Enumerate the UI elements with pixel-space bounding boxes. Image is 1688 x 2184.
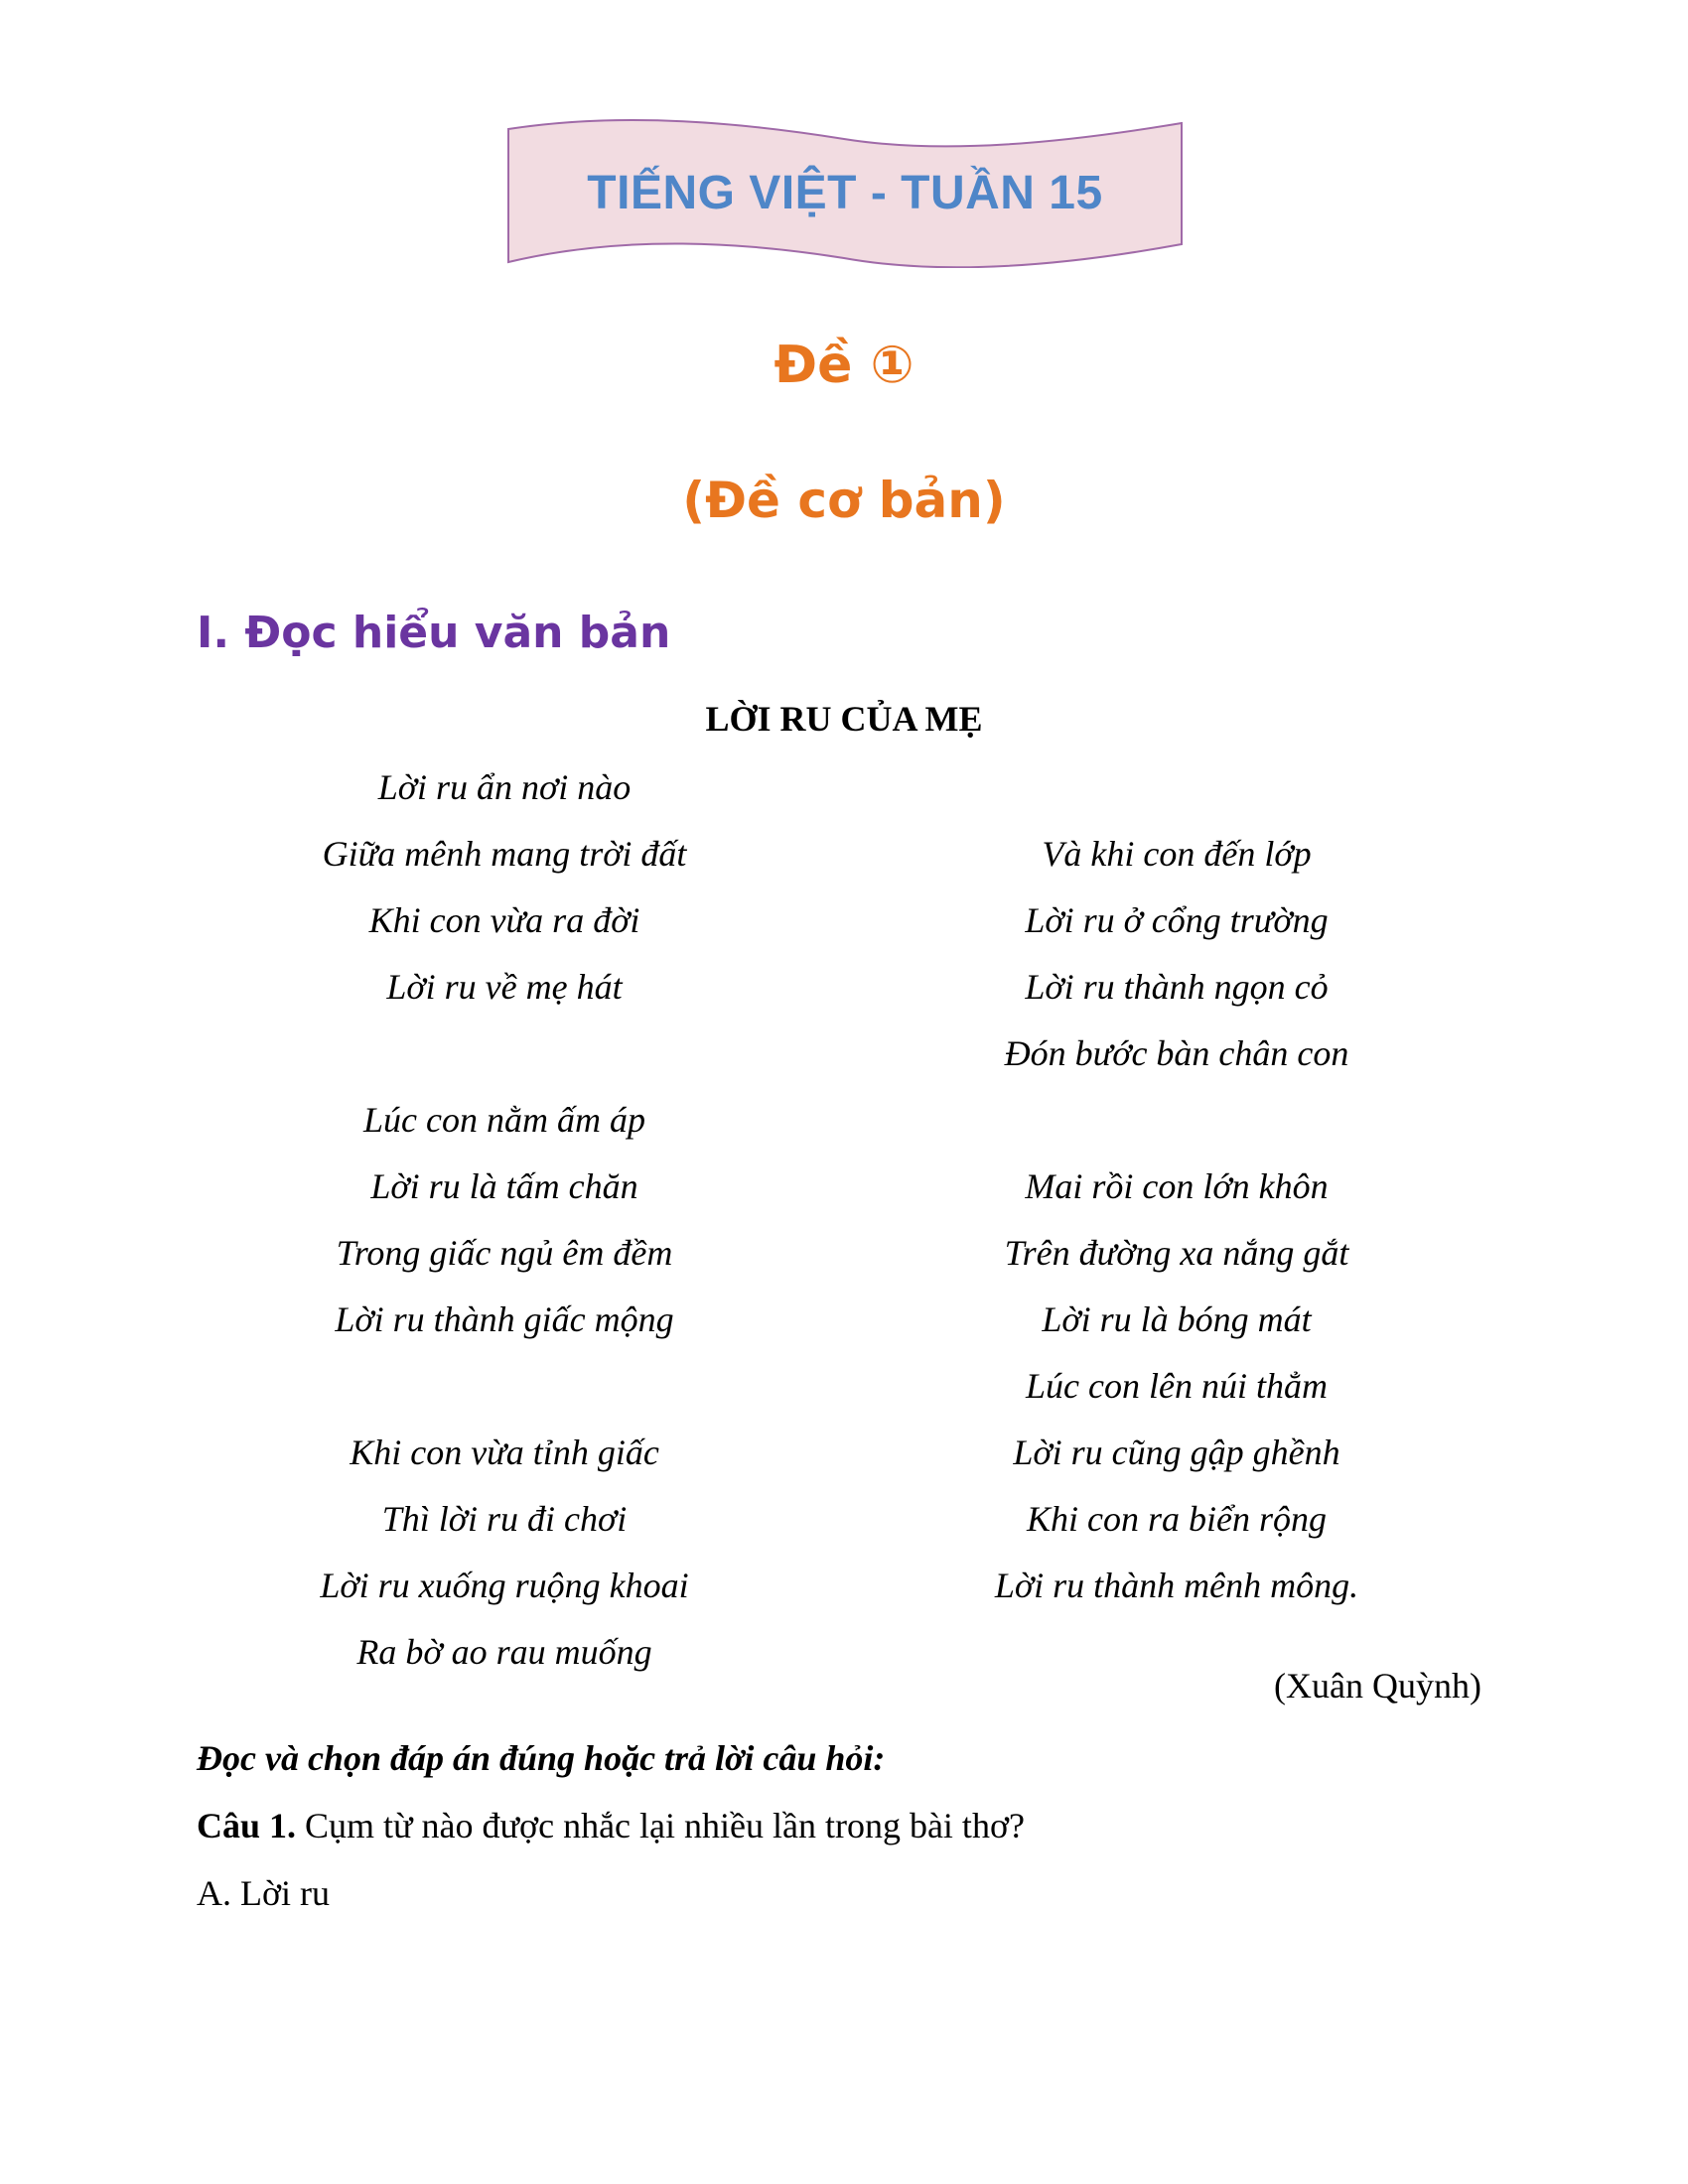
poem-line: Thì lời ru đi chơi: [381, 1499, 628, 1539]
instruction-text: Đọc và chọn đáp án đúng hoặc trả lời câu hỏi:: [197, 1738, 886, 1778]
poem-line: Khi con vừa ra đời: [368, 900, 640, 940]
option-a: A. Lời ru: [197, 1873, 331, 1913]
stanza-gap: [226, 1021, 782, 1087]
poem-line: Và khi con đến lớp: [1042, 834, 1312, 874]
poem-line: Lời ru về mẹ hát: [386, 967, 623, 1007]
poem-right-column: [899, 821, 1455, 1619]
poem-line: Trên đường xa nắng gắt: [1004, 1233, 1349, 1273]
title-banner: [506, 117, 1184, 268]
question-1-text: Cụm từ nào được nhắc lại nhiều lần trong bài thơ?: [296, 1806, 1025, 1845]
poem-left-column: [226, 754, 782, 1686]
exam-number: Đề ①: [774, 336, 914, 395]
poem-line: Khi con ra biển rộng: [1027, 1499, 1327, 1539]
stanza-gap: [226, 1353, 782, 1420]
poem-title: LỜI RU CỦA MẸ: [705, 699, 983, 739]
poem-author: (Xuân Quỳnh): [1274, 1666, 1481, 1706]
poem-line: Lời ru là bóng mát: [1042, 1299, 1312, 1339]
poem-line: Lúc con nằm ấm áp: [363, 1100, 645, 1140]
banner-title: TIẾNG VIỆT - TUẦN 15: [587, 166, 1103, 219]
poem-line: Lời ru thành ngọn cỏ: [1025, 967, 1329, 1007]
stanza-gap: [899, 1087, 1455, 1154]
poem-line: Giữa mênh mang trời đất: [322, 834, 687, 874]
poem-line: Lời ru thành giấc mộng: [335, 1299, 674, 1339]
question-1: [197, 1805, 1025, 1846]
poem-line: Lời ru là tấm chăn: [370, 1166, 638, 1206]
poem-line: Lời ru ẩn nơi nào: [377, 767, 632, 807]
poem-line: Lúc con lên núi thẳm: [1026, 1366, 1328, 1406]
poem-line: Lời ru thành mênh mông.: [994, 1566, 1359, 1605]
poem-line: Mai rồi con lớn khôn: [1025, 1166, 1329, 1206]
question-1-label: Câu 1.: [197, 1806, 297, 1845]
section-title: I. Đọc hiểu văn bản: [197, 608, 671, 658]
poem-line: Ra bờ ao rau muống: [356, 1632, 652, 1672]
poem-line: Lời ru ở cổng trường: [1025, 900, 1329, 940]
poem-line: Đón bước bàn chân con: [1004, 1033, 1349, 1073]
poem-line: Lời ru xuống ruộng khoai: [320, 1566, 689, 1605]
poem-line: Trong giấc ngủ êm đềm: [336, 1233, 673, 1273]
poem-line: Lời ru cũng gập ghềnh: [1013, 1433, 1340, 1472]
exam-level: (Đề cơ bản): [682, 472, 1006, 529]
poem-line: Khi con vừa tỉnh giấc: [350, 1433, 659, 1472]
